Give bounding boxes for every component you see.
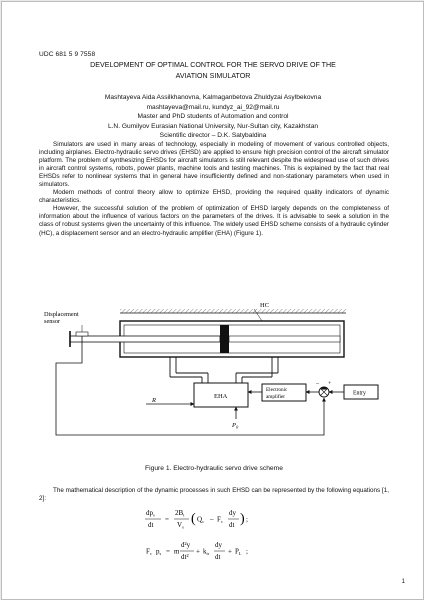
title-line: DEVELOPMENT OF OPTIMAL CONTROL FOR THE SERVO DRIVE OF THE <box>90 61 336 69</box>
svg-text:Fc: $F_c$ <box>217 515 223 524</box>
page-number: 1 <box>401 579 405 585</box>
paragraph: However, the successful solution of the problem of optimization of EHSD largely depends on the completeness of information about the influence of various factors on the parameters of the drives. It is advisable to seek a solution in the class of robust systems given the uncertainty of this influence. The widely used EHSD scheme consists of a hydraulic cylinder (HC), a displacement sensor and an electro-hydraulic amplifier (EHA) (Figure 1). <box>39 205 389 237</box>
equation-2 <box>142 538 292 566</box>
paragraph: Simulators are used in many areas of technology, especially in modeling of movement of various controlled objects, including airplanes. Electro-hydraulic servo drives (EHSD) are applied to ensure high precision control of the aircraft simulator platform. The problem of synthesizing EHSDs for aircraft simulators is still relevant despite the widespread use of such drives in aircraft control systems, robots, power plants, machine tools and testing machines. This is explained by the fact that real EHSDs refer to nonlinear systems that in general have insufficiently defined and non-stationary parameters when used in simulators. <box>39 141 389 189</box>
paper-page <box>1 1 424 600</box>
sensor-label-line: Displacement <box>44 311 79 318</box>
authors: Mashtayeva Aida Assilkhanovna, Kalmaganbetova Zhuldyzai Asylbekovna <box>104 94 322 101</box>
svg-text:dt: dt <box>229 521 235 529</box>
svg-text:+: + <box>196 547 200 556</box>
svg-text:dt: dt <box>215 553 221 561</box>
svg-text:ktr: $k_{tr}$ <box>203 547 210 556</box>
author-block <box>42 93 384 141</box>
minus-sign: – <box>316 381 319 387</box>
svg-text:dps: $dp_s$ <box>146 509 155 518</box>
sensor-label-line: sensor <box>44 318 61 325</box>
r-label: R <box>152 397 156 404</box>
udc-code: UDC 681 5 9 7558 <box>39 51 96 58</box>
author-emails: mashtayeva@mail.ru, kundyz_ai_92@mail.ru <box>146 103 280 111</box>
displacement-sensor <box>44 311 88 336</box>
svg-text:): ) <box>240 511 245 527</box>
ehsd-scheme-figure <box>42 303 382 441</box>
author-status: Master and PhD students of Automation and control <box>137 113 289 121</box>
hc-label: HC <box>260 303 270 309</box>
figure-caption: Figure 1. Electro-hydraulic servo drive scheme <box>145 465 283 472</box>
svg-text:–: – <box>210 515 214 524</box>
svg-text:+: + <box>228 547 232 556</box>
summing-junction <box>306 381 332 397</box>
electronic-amplifier <box>248 384 306 401</box>
eha-label: EHA <box>214 393 228 400</box>
svg-text:PL: $P_L$ <box>235 547 242 556</box>
svg-text:;: ; <box>246 547 248 556</box>
svg-text:m: m <box>174 547 180 556</box>
entry-label: Entry <box>353 390 366 397</box>
svg-text:d²y: d²y <box>181 541 191 549</box>
svg-text:dt²: dt² <box>181 553 189 561</box>
amplifier-label-line: Electronic <box>266 387 288 393</box>
equation-1 <box>142 506 292 534</box>
svg-text:=: = <box>166 547 170 556</box>
body-text <box>39 141 389 238</box>
plus-sign: + <box>328 381 332 387</box>
entry-block <box>329 385 378 399</box>
equations-intro: The mathematical description of the dynamic processes in such EHSD can be represented by the following equations [1, 2]: <box>39 487 389 503</box>
paragraph: Modern methods of control theory allow to optimize EHSD, providing the required quality indicators of dynamic characteristics. <box>39 189 389 205</box>
hydraulic-lines <box>170 357 278 383</box>
svg-text:Qc: $Q_c$ <box>197 515 205 524</box>
svg-text:Fc: $F_c$ <box>146 547 152 556</box>
paper-title <box>42 60 384 81</box>
svg-text:ps: $p_s$ <box>156 547 162 556</box>
svg-text:(: ( <box>191 511 196 527</box>
p0-label: $P_0$ <box>232 422 239 430</box>
scientific-director: Scientific director – D.K. Satybaldina <box>159 132 267 140</box>
title-line: AVIATION SIMULATOR <box>175 71 251 80</box>
university: L.N. Gumilyov Eurasian National University, Nur-Sultan city, Kazakhstan <box>107 122 319 130</box>
svg-text:dy: dy <box>229 509 236 517</box>
ground-hatching <box>120 309 346 313</box>
svg-text:2Bt: $2B_t$ <box>175 509 185 518</box>
svg-text:=: = <box>165 515 169 524</box>
svg-text:dt: dt <box>148 521 154 529</box>
eha-block <box>194 383 248 407</box>
amplifier-label-line: amplifier <box>266 394 286 400</box>
svg-text:;: ; <box>246 515 248 524</box>
svg-text:Vs: $V_s$ <box>177 521 184 530</box>
hydraulic-cylinder <box>70 321 344 357</box>
svg-text:dy: dy <box>215 541 222 549</box>
